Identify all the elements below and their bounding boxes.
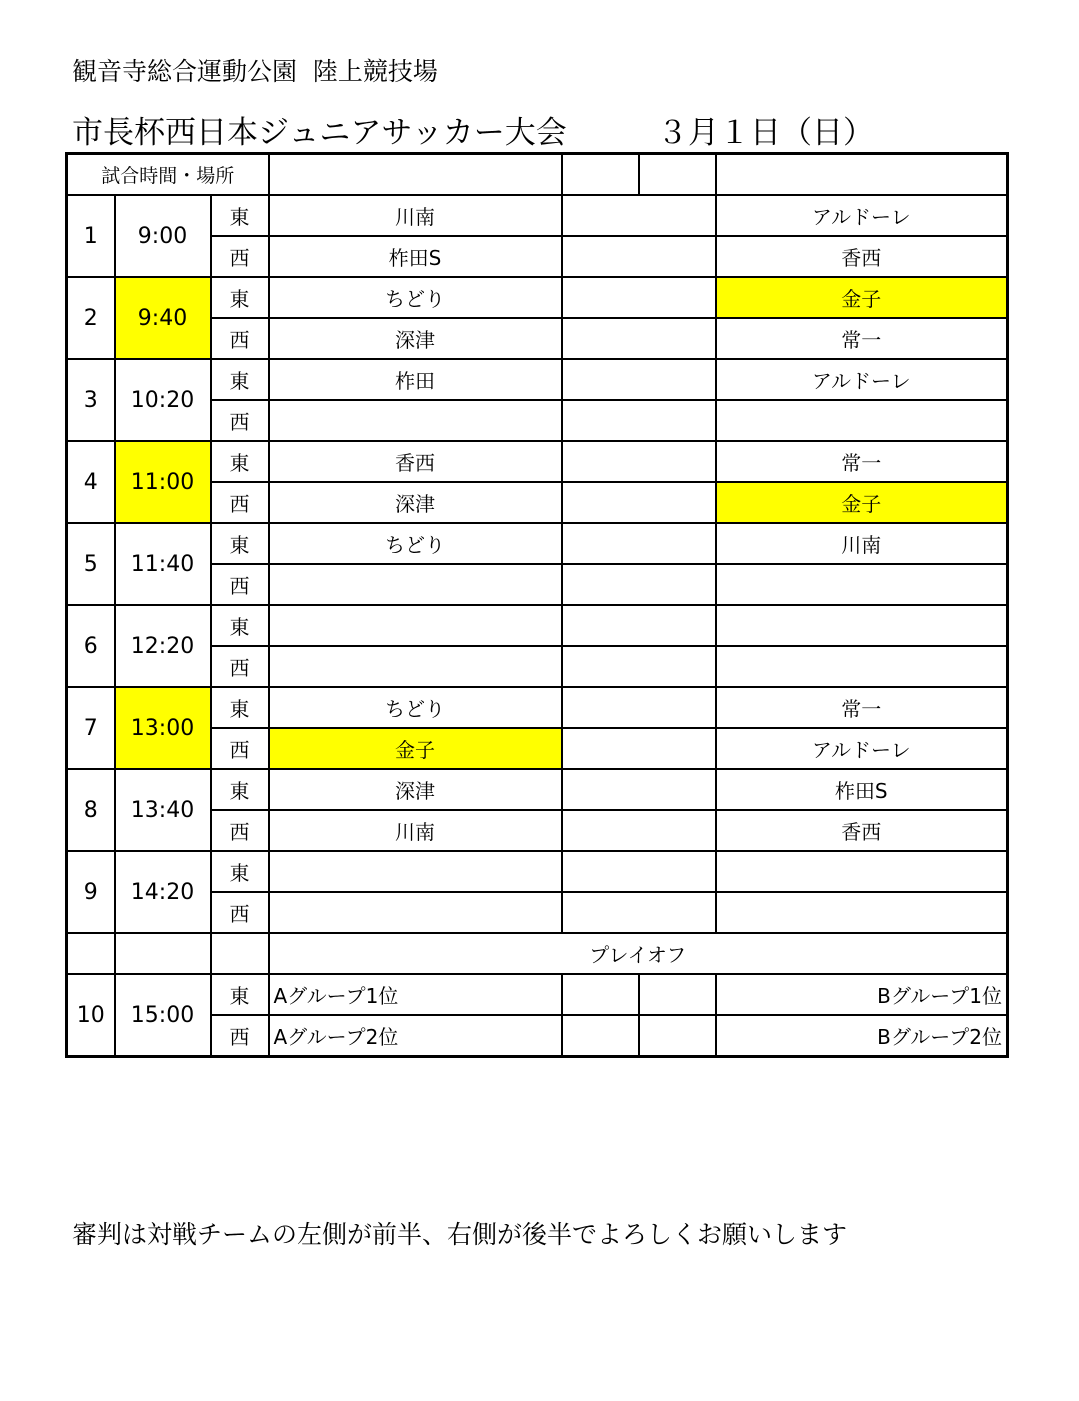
vs-separator bbox=[562, 318, 716, 359]
vs-separator bbox=[562, 195, 716, 236]
field-west: 西 bbox=[211, 400, 269, 441]
field-east: 東 bbox=[211, 195, 269, 236]
match-number: 1 bbox=[67, 195, 115, 277]
team-right bbox=[716, 851, 1008, 892]
team-left: ちどり bbox=[269, 523, 562, 564]
match-number: 4 bbox=[67, 441, 115, 523]
vs-separator bbox=[562, 482, 716, 523]
team-left: Aグループ1位 bbox=[269, 974, 562, 1015]
match-row-east bbox=[67, 277, 1008, 318]
match-number: 8 bbox=[67, 769, 115, 851]
match-number: 5 bbox=[67, 523, 115, 605]
match-row-east bbox=[67, 974, 1008, 1015]
team-right: 柞田S bbox=[716, 769, 1008, 810]
match-number: 3 bbox=[67, 359, 115, 441]
vs-separator bbox=[562, 523, 716, 564]
team-left: ちどり bbox=[269, 277, 562, 318]
team-right: アルドーレ bbox=[716, 359, 1008, 400]
score-cell bbox=[562, 1015, 639, 1057]
team-right: 香西 bbox=[716, 810, 1008, 851]
field-east: 東 bbox=[211, 605, 269, 646]
vs-separator bbox=[562, 728, 716, 769]
team-right bbox=[716, 646, 1008, 687]
vs-separator bbox=[562, 564, 716, 605]
vs-separator bbox=[562, 769, 716, 810]
header-blank bbox=[639, 154, 716, 196]
team-right bbox=[716, 892, 1008, 933]
header-row bbox=[67, 154, 1008, 196]
field-east: 東 bbox=[211, 277, 269, 318]
match-number: 6 bbox=[67, 605, 115, 687]
match-time: 9:40 bbox=[115, 277, 211, 359]
field-west: 西 bbox=[211, 236, 269, 277]
empty-cell bbox=[67, 933, 115, 974]
empty-cell bbox=[115, 933, 211, 974]
team-right bbox=[716, 564, 1008, 605]
playoff-label: プレイオフ bbox=[269, 933, 1008, 974]
field-west: 西 bbox=[211, 810, 269, 851]
team-left: 深津 bbox=[269, 482, 562, 523]
field-west: 西 bbox=[211, 564, 269, 605]
match-time: 9:00 bbox=[115, 195, 211, 277]
venue-heading: 観音寺総合運動公園 陸上競技場 bbox=[72, 57, 438, 86]
team-left bbox=[269, 564, 562, 605]
vs-separator bbox=[562, 277, 716, 318]
field-east: 東 bbox=[211, 769, 269, 810]
header-blank bbox=[562, 154, 639, 196]
team-left bbox=[269, 851, 562, 892]
team-left: Aグループ2位 bbox=[269, 1015, 562, 1057]
team-left bbox=[269, 646, 562, 687]
team-right: アルドーレ bbox=[716, 728, 1008, 769]
vs-separator bbox=[562, 236, 716, 277]
match-row-east bbox=[67, 441, 1008, 482]
team-left: 柞田 bbox=[269, 359, 562, 400]
team-right: アルドーレ bbox=[716, 195, 1008, 236]
match-number: 7 bbox=[67, 687, 115, 769]
tournament-title bbox=[72, 107, 874, 152]
schedule-table bbox=[65, 152, 1009, 1058]
match-row-east bbox=[67, 195, 1008, 236]
empty-cell bbox=[211, 933, 269, 974]
team-left: 深津 bbox=[269, 769, 562, 810]
vs-separator bbox=[562, 605, 716, 646]
match-time: 14:20 bbox=[115, 851, 211, 933]
field-east: 東 bbox=[211, 523, 269, 564]
team-right: 香西 bbox=[716, 236, 1008, 277]
match-time: 11:00 bbox=[115, 441, 211, 523]
match-number: 9 bbox=[67, 851, 115, 933]
team-left: 香西 bbox=[269, 441, 562, 482]
referee-note: 審判は対戦チームの左側が前半、右側が後半でよろしくお願いします bbox=[72, 1220, 848, 1249]
score-cell bbox=[639, 1015, 716, 1057]
team-right: Bグループ1位 bbox=[716, 974, 1008, 1015]
team-right: 常一 bbox=[716, 441, 1008, 482]
match-number: 2 bbox=[67, 277, 115, 359]
team-right: 常一 bbox=[716, 687, 1008, 728]
team-left: 深津 bbox=[269, 318, 562, 359]
team-right: 常一 bbox=[716, 318, 1008, 359]
tournament-date: ３月１日（日） bbox=[657, 115, 874, 151]
vs-separator bbox=[562, 810, 716, 851]
team-right bbox=[716, 605, 1008, 646]
header-blank bbox=[716, 154, 1008, 196]
tournament-name: 市長杯西日本ジュニアサッカー大会 bbox=[72, 115, 567, 151]
team-left bbox=[269, 400, 562, 441]
team-left: 金子 bbox=[269, 728, 562, 769]
match-row-east bbox=[67, 769, 1008, 810]
header-blank bbox=[269, 154, 562, 196]
team-right bbox=[716, 400, 1008, 441]
field-west: 西 bbox=[211, 1015, 269, 1057]
match-row-east bbox=[67, 359, 1008, 400]
field-east: 東 bbox=[211, 851, 269, 892]
match-time: 13:00 bbox=[115, 687, 211, 769]
playoff-row bbox=[67, 933, 1008, 974]
team-left bbox=[269, 892, 562, 933]
field-east: 東 bbox=[211, 359, 269, 400]
team-left: ちどり bbox=[269, 687, 562, 728]
match-row-east bbox=[67, 523, 1008, 564]
field-west: 西 bbox=[211, 646, 269, 687]
team-left bbox=[269, 605, 562, 646]
match-time: 10:20 bbox=[115, 359, 211, 441]
team-right: Bグループ2位 bbox=[716, 1015, 1008, 1057]
match-time: 12:20 bbox=[115, 605, 211, 687]
field-west: 西 bbox=[211, 318, 269, 359]
team-right: 金子 bbox=[716, 277, 1008, 318]
field-east: 東 bbox=[211, 441, 269, 482]
vs-separator bbox=[562, 892, 716, 933]
field-east: 東 bbox=[211, 974, 269, 1015]
header-label: 試合時間・場所 bbox=[67, 154, 269, 196]
vs-separator bbox=[562, 851, 716, 892]
field-east: 東 bbox=[211, 687, 269, 728]
field-west: 西 bbox=[211, 892, 269, 933]
match-row-east bbox=[67, 851, 1008, 892]
score-cell bbox=[562, 974, 639, 1015]
match-time: 13:40 bbox=[115, 769, 211, 851]
team-right: 川南 bbox=[716, 523, 1008, 564]
vs-separator bbox=[562, 687, 716, 728]
match-row-east bbox=[67, 687, 1008, 728]
match-row-east bbox=[67, 605, 1008, 646]
team-left: 川南 bbox=[269, 810, 562, 851]
match-time: 11:40 bbox=[115, 523, 211, 605]
field-west: 西 bbox=[211, 728, 269, 769]
team-left: 川南 bbox=[269, 195, 562, 236]
vs-separator bbox=[562, 441, 716, 482]
team-right: 金子 bbox=[716, 482, 1008, 523]
vs-separator bbox=[562, 359, 716, 400]
vs-separator bbox=[562, 400, 716, 441]
vs-separator bbox=[562, 646, 716, 687]
match-number: 10 bbox=[67, 974, 115, 1057]
score-cell bbox=[639, 974, 716, 1015]
team-left: 柞田S bbox=[269, 236, 562, 277]
match-time: 15:00 bbox=[115, 974, 211, 1057]
field-west: 西 bbox=[211, 482, 269, 523]
